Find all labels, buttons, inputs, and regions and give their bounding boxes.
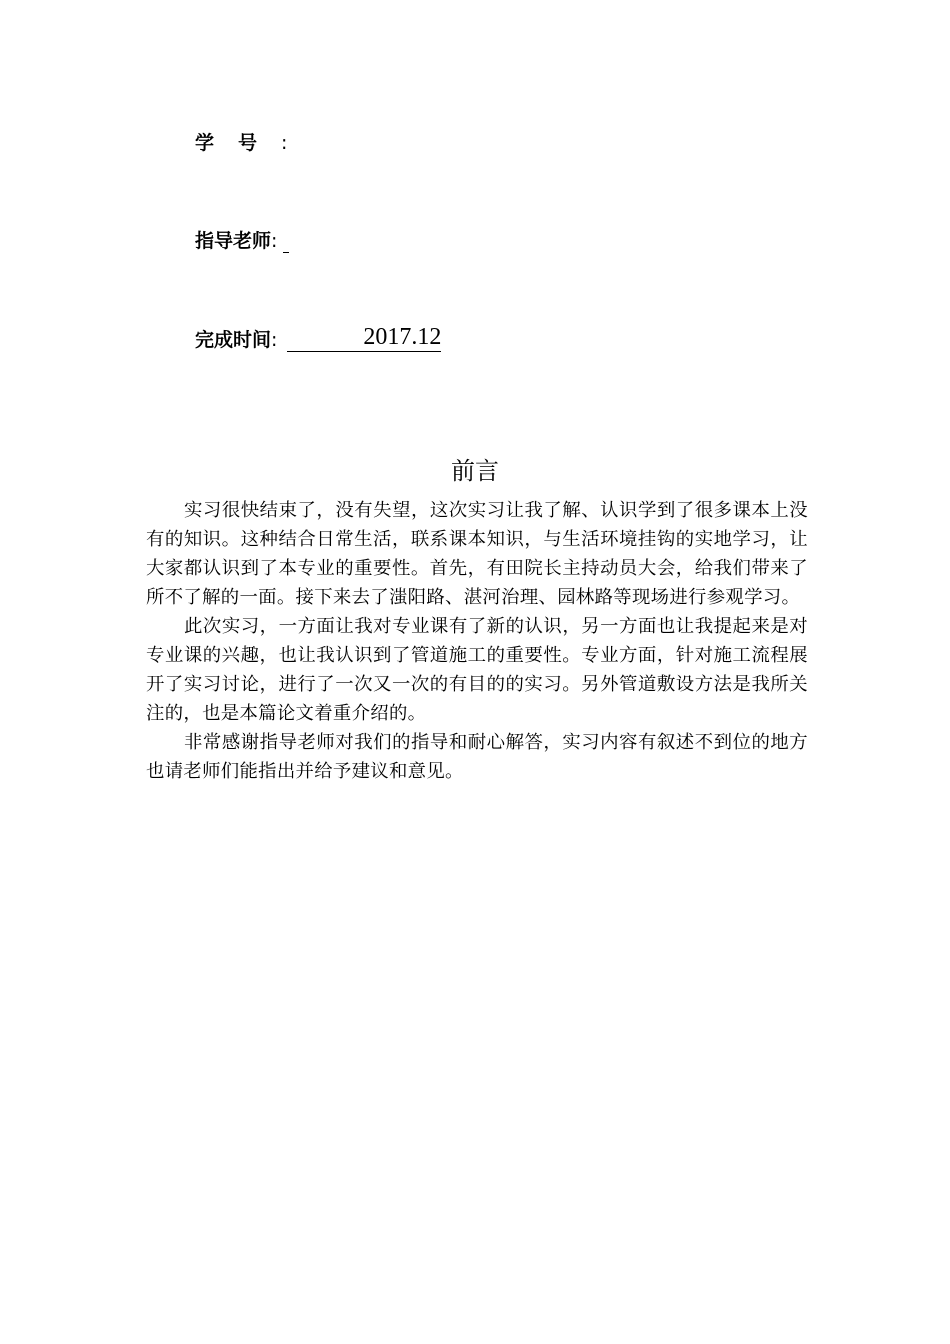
preface-body: [146, 496, 808, 786]
student-id-label: 学号: [195, 132, 282, 154]
advisor-colon: :: [271, 230, 278, 252]
preface-title: 前言: [451, 457, 499, 485]
completion-date-colon: :: [271, 329, 278, 351]
preface-paragraph-2: 此次实习，一方面让我对专业课有了新的认识，另一方面也让我提起来是对专业课的兴趣，也让我认识到了管道施工的重要性。专业方面，针对施工流程展开了实习讨论，进行了一次又一次的有目的的实习。另外管道敷设方法是我所关注的，也是本篇论文着重介绍的。: [146, 616, 808, 724]
student-id-field: [195, 131, 294, 155]
advisor-field: [195, 229, 289, 253]
student-id-colon: :: [281, 132, 288, 154]
preface-paragraph-3: 非常感谢指导老师对我们的指导和耐心解答，实习内容有叙述不到位的地方也请老师们能指出并给予建议和意见。: [146, 732, 808, 782]
completion-date-value: 2017.12: [287, 323, 441, 352]
preface-paragraph-1: 实习很快结束了，没有失望，这次实习让我了解、认识学到了很多课本上没有的知识。这种结合日常生活，联系课本知识，与生活环境挂钩的实地学习，让大家都认识到了本专业的重要性。首先，有田院长主持动员大会，给我们带来了所不了解的一面。接下来去了滍阳路、湛河治理、园林路等现场进行参观学习。: [146, 500, 808, 608]
advisor-label: 指导老师: [195, 230, 272, 252]
completion-date-field: [195, 323, 441, 352]
completion-date-label: 完成时间: [195, 329, 272, 351]
advisor-value: [283, 236, 289, 253]
